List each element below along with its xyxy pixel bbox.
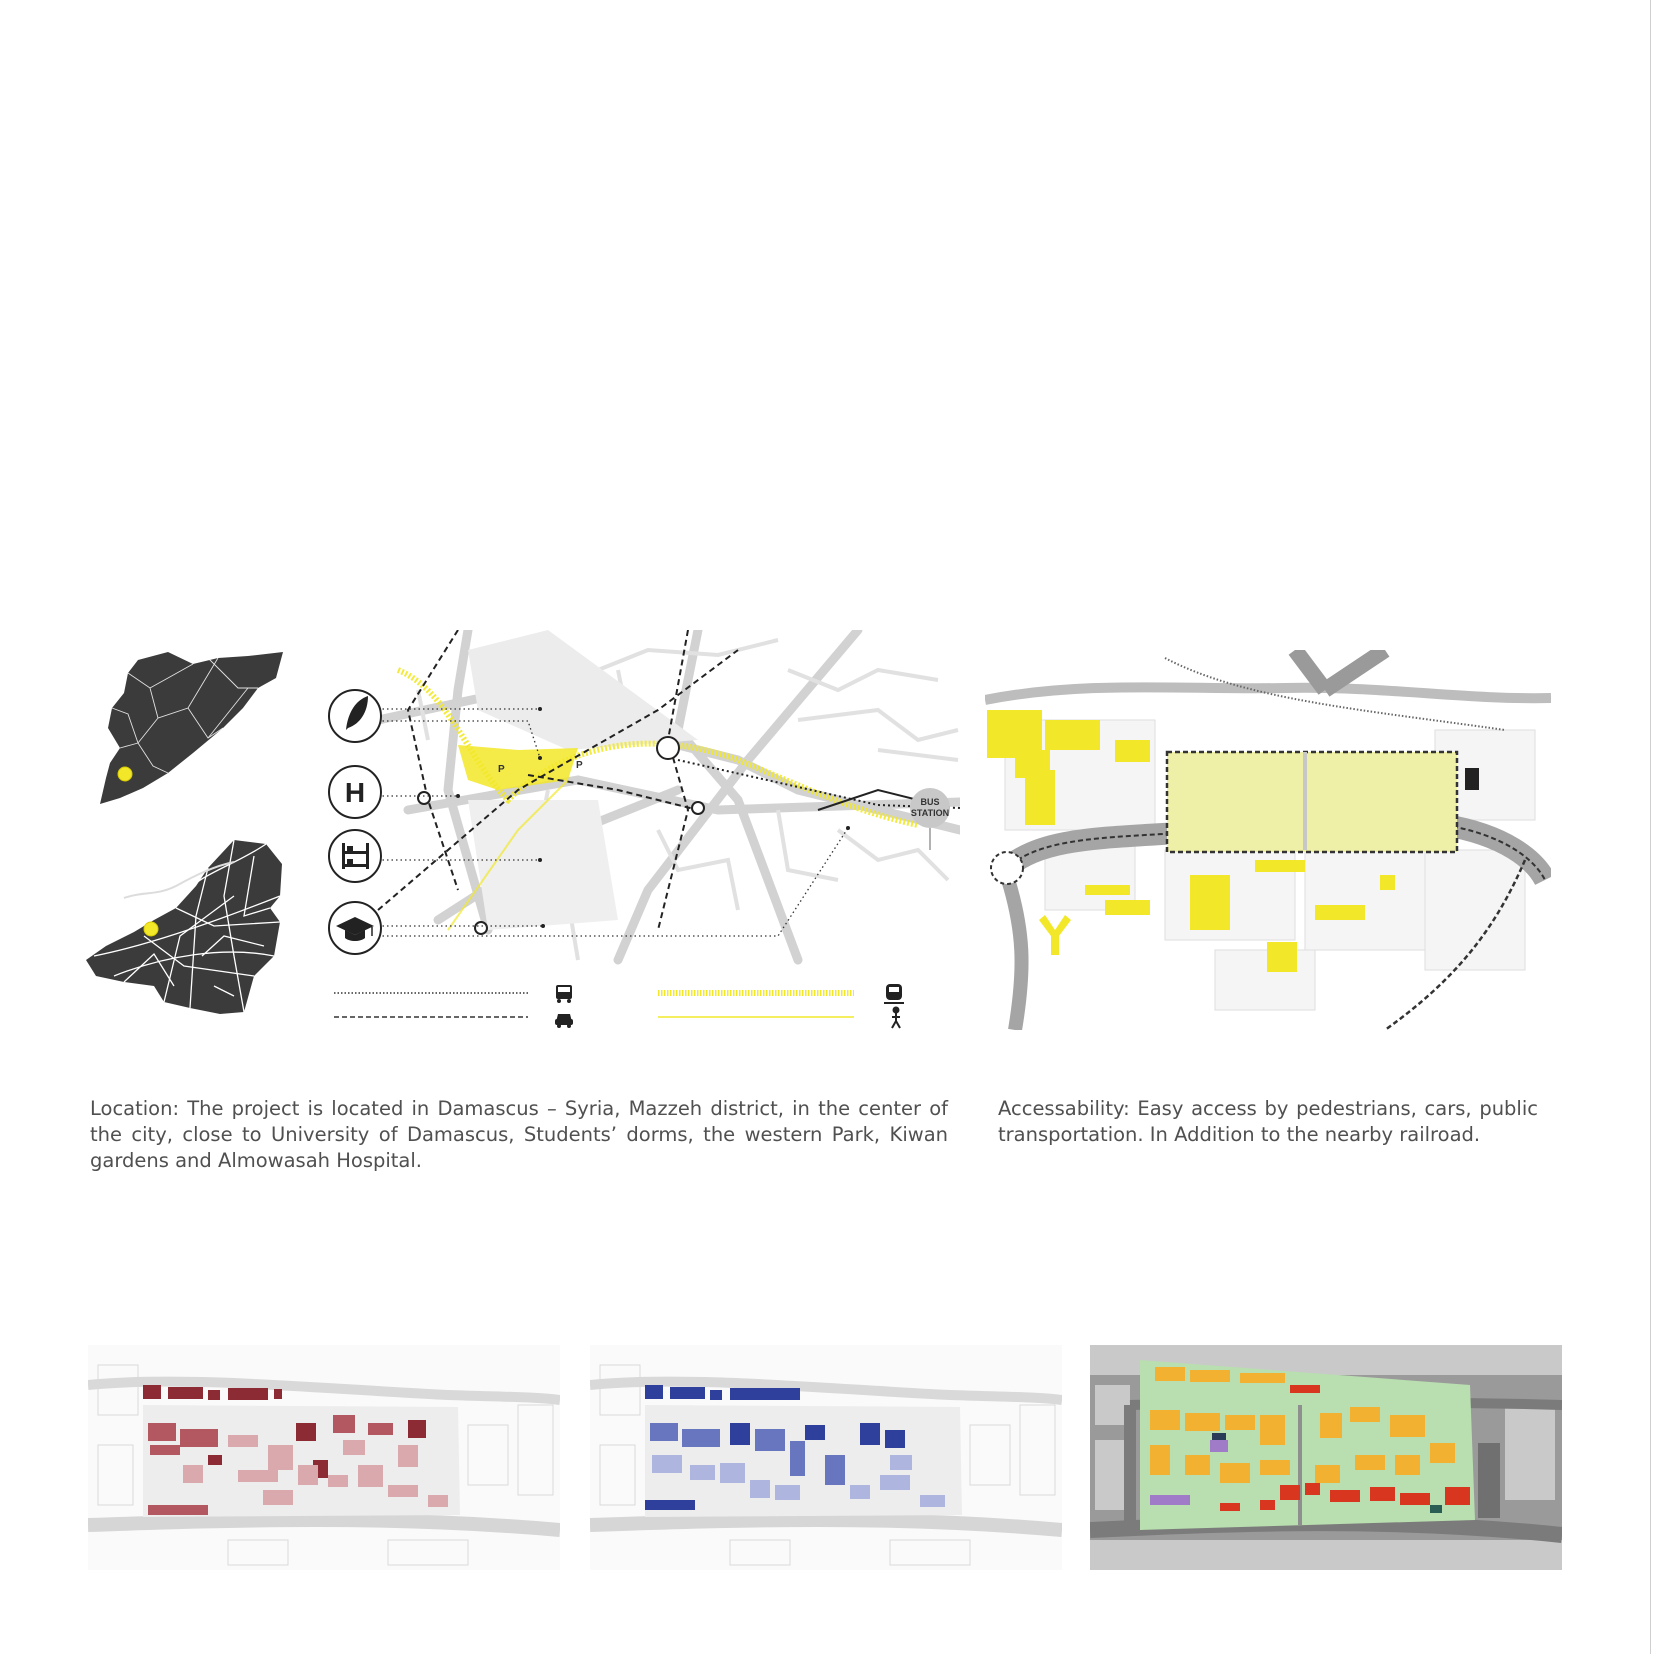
bus-station-label: STATION: [910, 808, 950, 818]
location-caption: Location: The project is located in Damascus – Syria, Mazzeh district, in the center of the city, close to University of Damascus, Students’ dorms, the western Park, Kiwan gardens and Almowasah Hospital.: [90, 1097, 948, 1172]
land-use-map: [1090, 1345, 1562, 1570]
svg-text:H: H: [344, 777, 366, 808]
hospital-icon: [329, 766, 381, 818]
location-map: [318, 630, 960, 1030]
train-icon: [884, 984, 904, 1003]
site-location-marker: [118, 767, 132, 781]
page-edge-rule: [1650, 0, 1651, 1654]
project-site-area: [1167, 752, 1457, 852]
bus-station-marker: [910, 788, 950, 850]
site-location-marker: [144, 922, 158, 936]
parking-marker: P: [498, 764, 505, 775]
pedestrian-icon: [892, 1008, 900, 1029]
syria-country-map: [98, 648, 288, 818]
accessibility-map: [985, 650, 1551, 1030]
structural-condition-map: [590, 1345, 1062, 1570]
dorm-bunk-bed-icon: [329, 830, 381, 882]
leaf-icon: [329, 690, 381, 742]
map-legend: [334, 984, 904, 1028]
graduation-cap-icon: [329, 902, 381, 954]
heritage-buildings-map: [88, 1345, 560, 1570]
syria-silhouette: [100, 652, 283, 804]
bus-station-label: BUS: [920, 797, 940, 807]
damascus-city-map: [84, 836, 288, 1021]
bus-icon: [556, 985, 572, 1003]
car-icon: [555, 1014, 573, 1028]
accessibility-caption: Accessability: Easy access by pedestrians, cars, public transportation. In Addition to the nearby railroad.: [998, 1097, 1538, 1146]
roundabout: [991, 852, 1023, 884]
parking-marker: P: [576, 760, 583, 771]
